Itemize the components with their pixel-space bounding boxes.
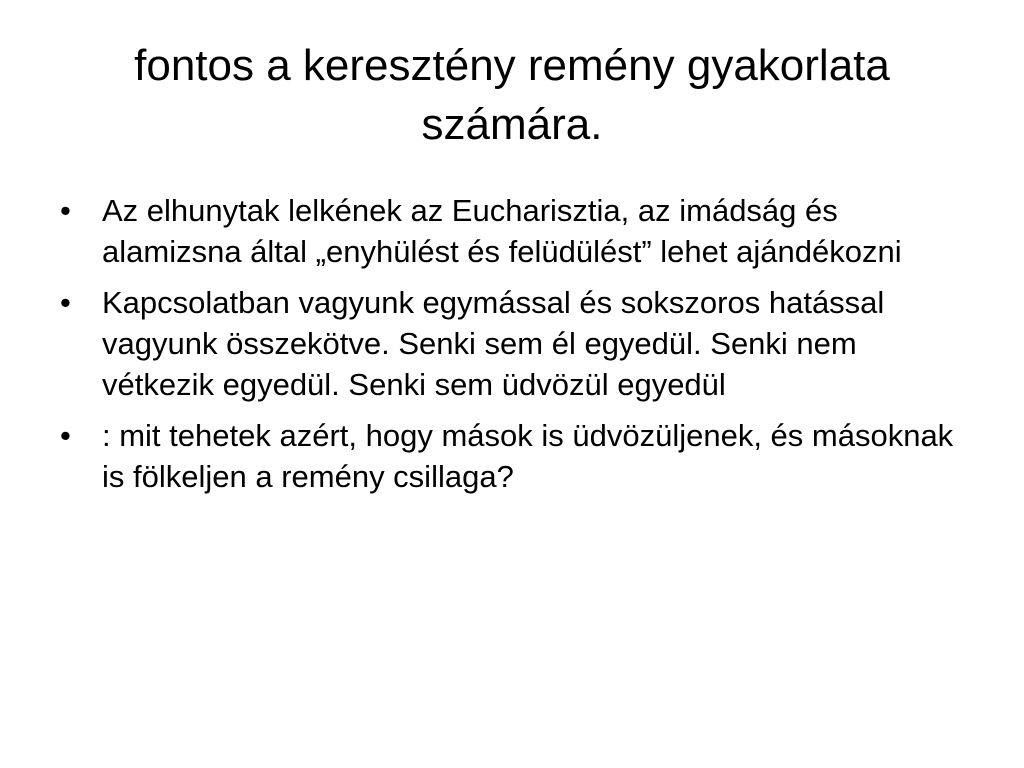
bullet-icon: • [60, 193, 71, 228]
bullet-text: : mit tehetek azért, hogy mások is üdvözüljenek, és másoknak is fölkeljen a remény csillaga? [102, 418, 954, 494]
bullet-text: Az elhunytak lelkének az Eucharisztia, az imádság és alamizsna által „enyhülést és felüdülést” lehet ajándékozni [102, 193, 902, 269]
slide-title: fontos a keresztény remény gyakorlata számára. [134, 41, 890, 149]
bullet-list [60, 190, 960, 507]
bullet-icon: • [60, 418, 71, 453]
bullet-text: Kapcsolatban vagyunk egymással és sokszoros hatással vagyunk összekötve. Senki sem él egyedül. Senki nem vétkezik egyedül. Senki sem üdvözül egyedül [102, 285, 885, 402]
bullet-icon: • [60, 285, 71, 320]
bullet-item [60, 282, 960, 405]
bullet-item [60, 190, 960, 272]
bullet-item [60, 415, 960, 497]
